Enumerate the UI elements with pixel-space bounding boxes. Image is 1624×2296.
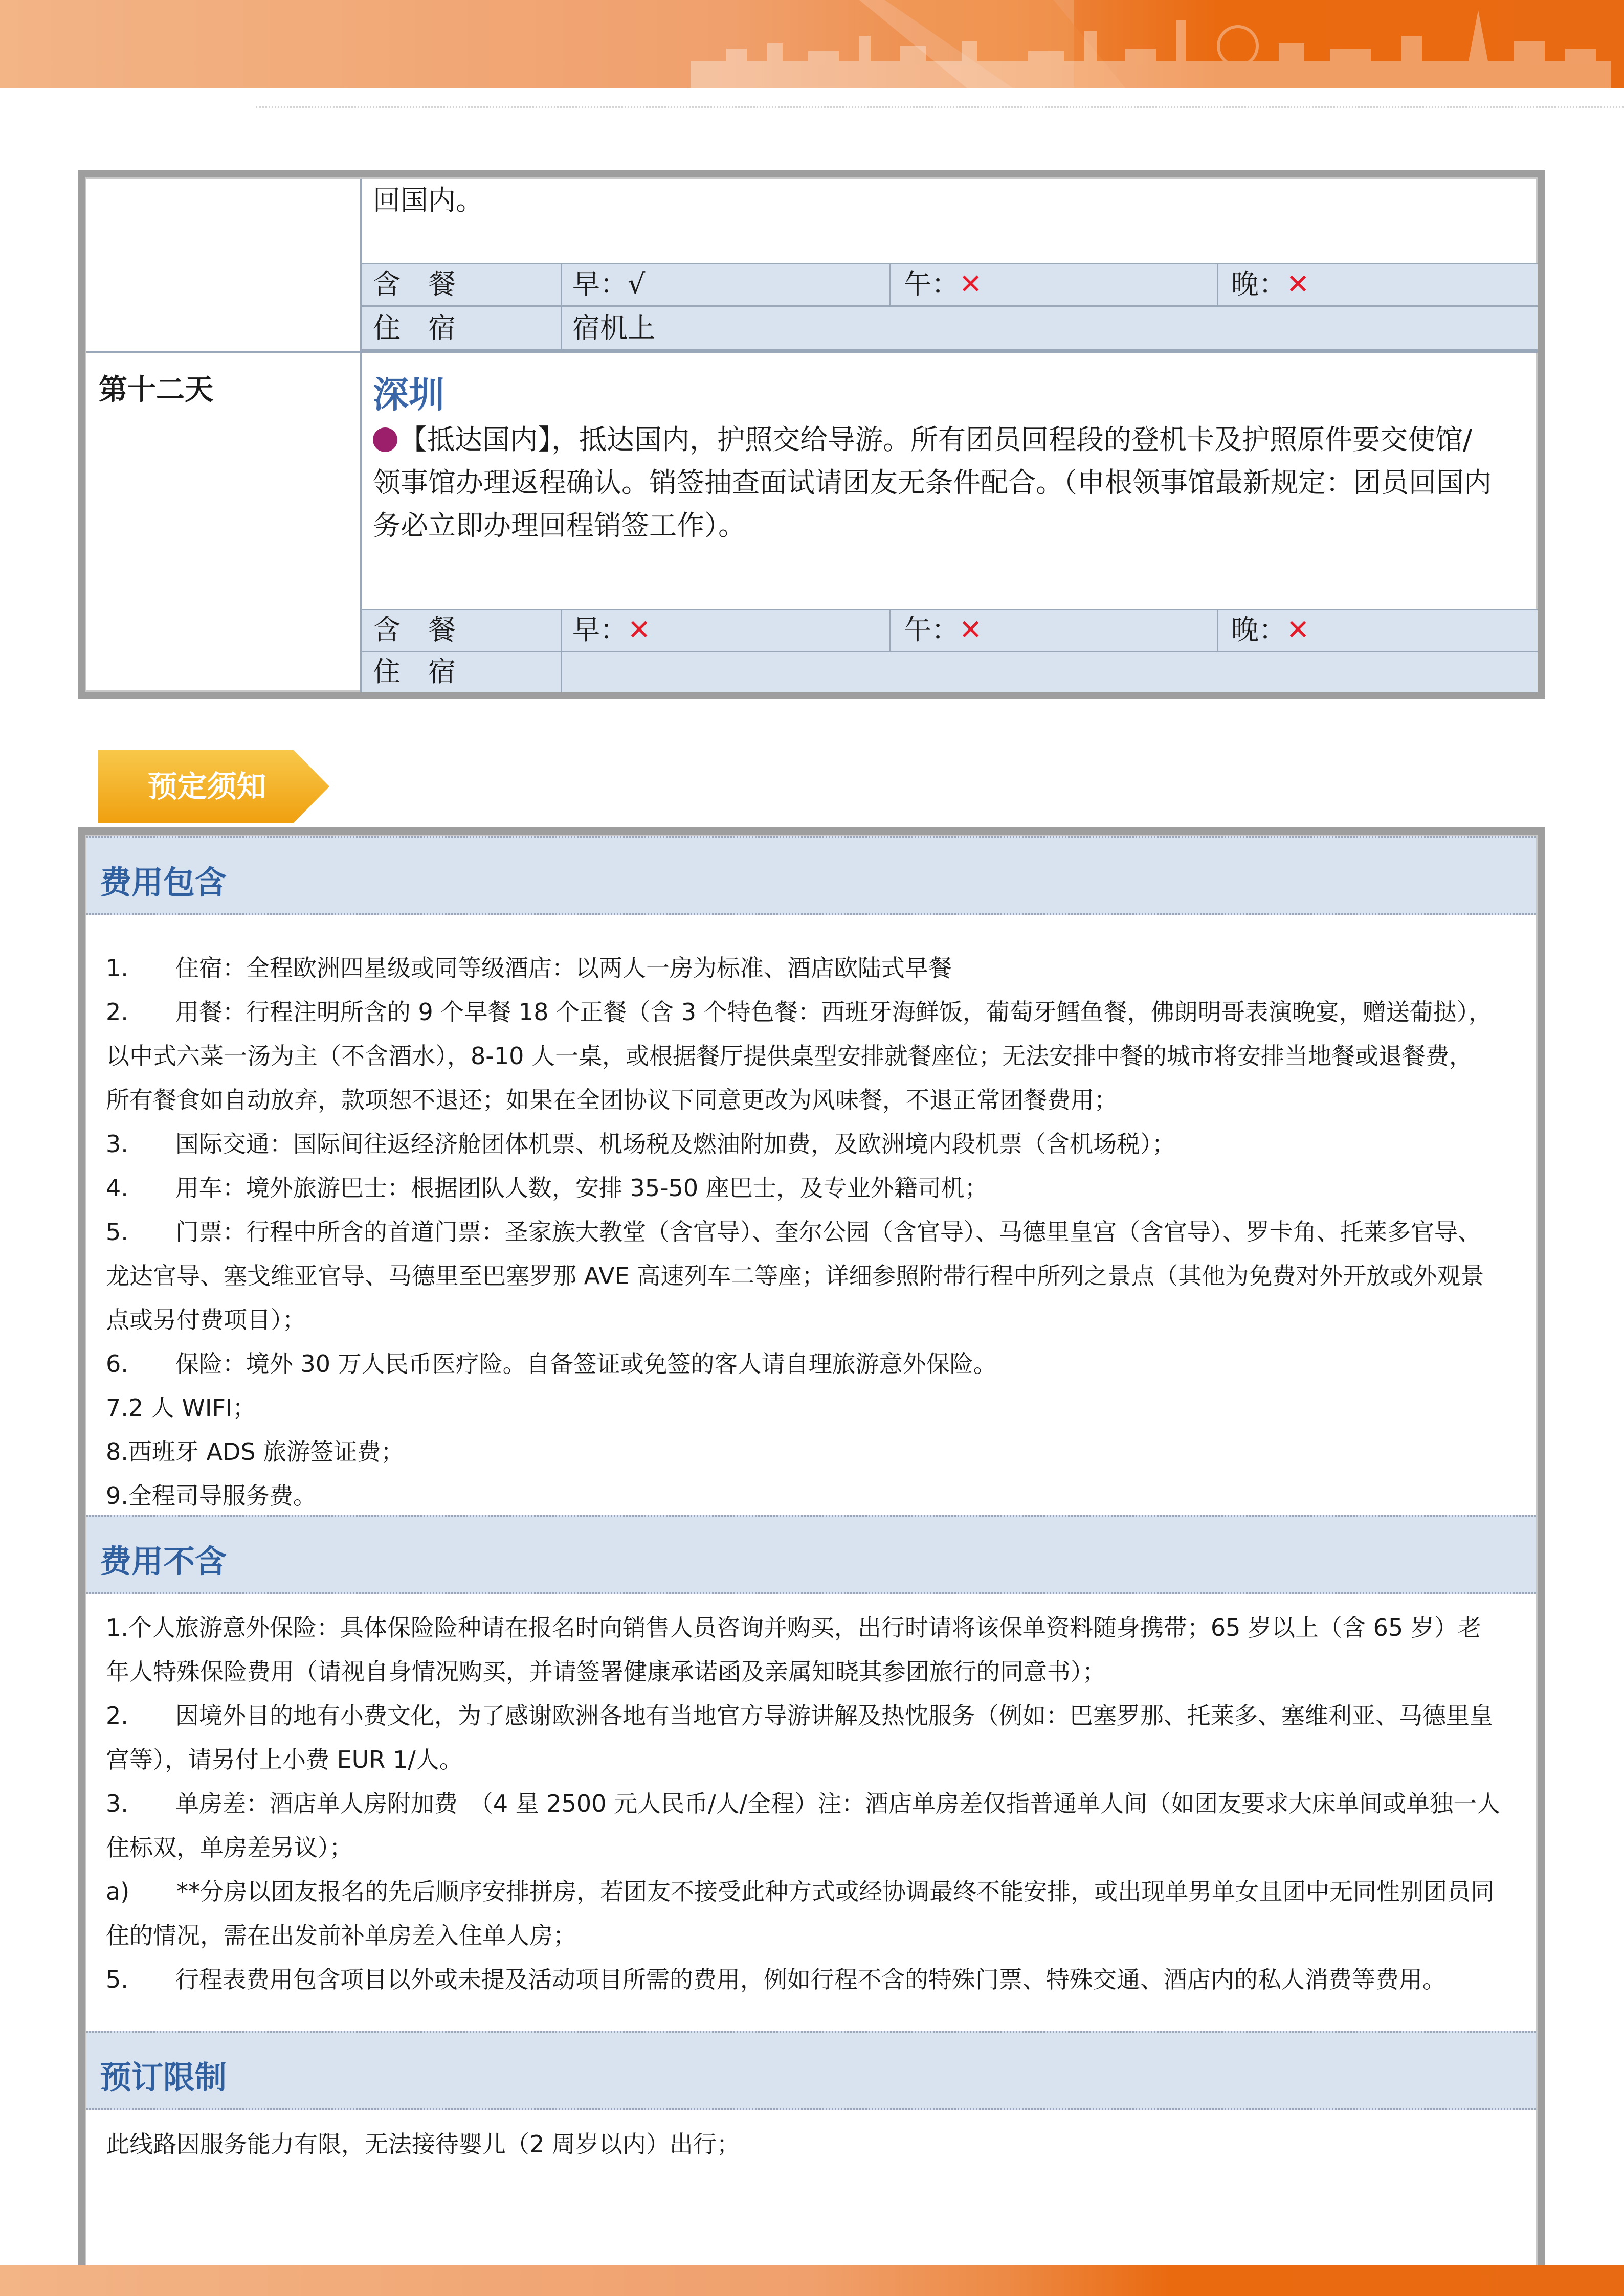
footer-band	[0, 2265, 1624, 2296]
section-title: 费用不含	[100, 1543, 227, 1580]
cross-icon: ✕	[959, 614, 983, 646]
lunch-value: 午：✕	[904, 268, 983, 300]
bullet-icon	[373, 427, 397, 452]
stay-label: 住 宿	[373, 312, 456, 344]
included-list: 1. 住宿：全程欧洲四星级或同等级酒店：以两人一房为标准、酒店欧陆式早餐 2. 用餐：行程注明所含的 9 个早餐 18 个正餐（含 3 个特色餐：西班牙海鲜饭，葡萄牙鳕鱼餐，佛朗明哥表演晚宴，赠送葡挞）， 以中式六菜一汤为主（不含酒水），8-10 人一桌，或根据餐厅提供桌型安排就餐座位；无法安排中餐的城市将安排当地餐或退餐费， 所有餐食如自动放弃，款项恕不退还；如果在全团协议下同意更改为风味餐，不退正常团餐费用； 3. 国际交通：国际间往返经济舱团体机票、机场税及燃油附加费，及欧洲境内段机票（含机场税）； 4. 用车：境外旅游巴士：根据团队人数，安排 35-50 座巴士，及专业外籍司机； 5. 门票：行程中所含的首道门票：圣家族大教堂（含官导）、奎尔公园（含官导）、马德里皇宫（含官导）、罗卡角、托莱多官导、 龙达官导、塞戈维亚官导、马德里至巴塞罗那 AVE 高速列车二等座；详细参照附带行程中所列之景点（其他为免费对外开放或外观景 点或另付费项目）； 6. 保险：境外 30 万人民币医疗险。自备签证或免签的客人请自理旅游意外保险。 7.2 人 WIFI； 8.西班牙 ADS 旅游签证费； 9.全程司导服务费。	[106, 954, 1492, 1510]
stay-row-day12	[362, 652, 1538, 692]
cross-icon: ✕	[959, 268, 983, 300]
city-title: 深圳	[373, 374, 444, 416]
dinner-value: 晚：✕	[1231, 268, 1310, 300]
section-title: 预订限制	[100, 2059, 227, 2096]
divider	[561, 263, 562, 351]
header-divider	[256, 106, 1624, 108]
header-band	[0, 0, 1624, 88]
breakfast-value: 早：✕	[572, 614, 651, 646]
section-header-restriction	[86, 2031, 1536, 2110]
divider	[889, 263, 891, 307]
section-title: 费用包含	[100, 864, 227, 901]
stay-row-previous	[362, 307, 1538, 351]
dinner-value: 晚：✕	[1231, 614, 1310, 646]
divider	[1217, 263, 1218, 307]
cross-icon: ✕	[1286, 268, 1310, 300]
booking-tab-label: 预定须知	[147, 769, 266, 804]
excluded-list: 1.个人旅游意外保险：具体保险险种请在报名时向销售人员咨询并购买，出行时请将该保单资料随身携带；65 岁以上（含 65 岁）老 年人特殊保险费用（请视自身情况购买，并请签署健康承诺函及亲属知晓其参团旅行的同意书）； 2. 因境外目的地有小费文化，为了感谢欧洲各地有当地官方导游讲解及热忱服务（例如：巴塞罗那、托莱多、塞维利亚、马德里皇 宫等），请另付上小费 EUR 1/人。 3. 单房差：酒店单人房附加费 （4 星 2500 元人民币/人/全程）注：酒店单房差仅指普通单人间（如团友要求大床单间或单独一人 住标双，单房差另议）； a) **分房以团友报名的先后顺序安排拼房，若团友不接受此种方式或经协调最终不能安排，或出现单男单女且团中无同性别团员同 住的情况，需在出发前补单房差入住单人房； 5. 行程表费用包含项目以外或未提及活动项目所需的费用，例如行程不含的特殊门票、特殊交通、酒店内的私人消费等费用。	[106, 1614, 1501, 1993]
cross-icon: ✕	[1286, 614, 1310, 646]
itinerary-table	[78, 170, 1545, 699]
breakfast-value: 早：√	[572, 268, 646, 300]
section-header-included	[86, 836, 1536, 915]
divider	[1217, 609, 1218, 652]
previous-day-text: 回国内。	[373, 184, 483, 216]
stay-value: 宿机上	[572, 312, 655, 344]
day-label: 第十二天	[99, 373, 213, 407]
stay-label: 住 宿	[373, 656, 456, 688]
city-skyline-icon	[0, 0, 1624, 88]
booking-notice-box	[78, 827, 1545, 2275]
meal-label: 含 餐	[373, 268, 456, 300]
restriction-list: 此线路因服务能力有限，无法接待婴儿（2 周岁以内）出行；	[106, 2130, 740, 2158]
cross-icon: ✕	[628, 614, 651, 646]
day-cell-previous	[86, 179, 362, 351]
divider	[561, 609, 562, 692]
divider	[889, 609, 891, 652]
meal-label: 含 餐	[373, 614, 456, 646]
section-header-excluded	[86, 1515, 1536, 1594]
day-cell-12	[86, 353, 362, 692]
lunch-value: 午：✕	[904, 614, 983, 646]
day12-description: 【抵达国内】，抵达国内，护照交给导游。所有团员回程段的登机卡及护照原件要交使馆/ 领事馆办理返程确认。销签抽查面试请团友无条件配合。（申根领事馆最新规定：团员回国内 务必立即办理回程销签工作）。	[373, 423, 1492, 542]
